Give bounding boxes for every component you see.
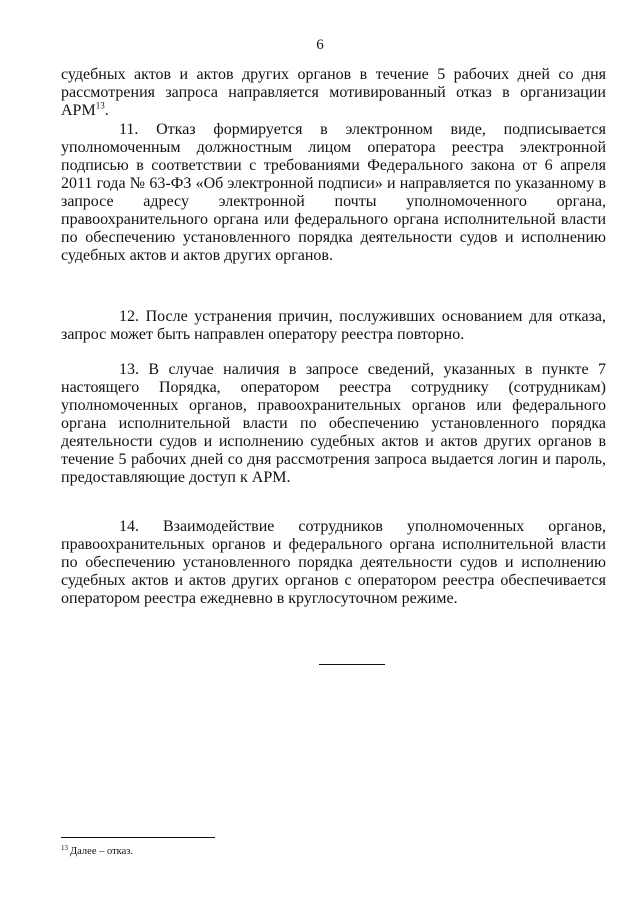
page-number: 6	[316, 37, 324, 53]
footnote	[61, 845, 133, 858]
footnote-mark: 13	[61, 843, 68, 852]
paragraph-13	[61, 361, 606, 487]
paragraph-14-text: 14. Взаимодействие сотрудников уполномоченных органов, правоохранительных органов и федерального органа исполнительной власти по обеспечению установленного порядка деятельности судов и исполнению судебных актов и актов других органов с оператором реестра обеспечивается оператором реестра ежедневно в круглосуточном режиме.	[61, 518, 606, 607]
paragraph-continuation	[61, 66, 606, 120]
paragraph-12-text: 12. После устранения причин, послуживших основанием для отказа, запрос может быть направлен оператору реестра повторно.	[61, 308, 606, 343]
footnote-divider	[61, 837, 215, 838]
footnote-text: Далее – отказ.	[70, 846, 134, 857]
paragraph-11	[61, 121, 606, 265]
end-divider	[319, 664, 385, 665]
paragraph-continuation-tail: .	[104, 102, 109, 119]
paragraph-14	[61, 518, 606, 608]
paragraph-12	[61, 308, 606, 344]
paragraph-13-text: 13. В случае наличия в запросе сведений, указанных в пункте 7 настоящего Порядка, оператором реестра сотруднику (сотрудникам) уполномоченных органов, правоохранительных органов или федерального органа исполнительной власти по обеспечению установленного порядка деятельности судов и исполнению судебных актов и актов других органов в течение 5 рабочих дней со дня рассмотрения запроса выдается логин и пароль, предоставляющие доступ к АРМ.	[61, 361, 606, 486]
paragraph-11-text: 11. Отказ формируется в электронном виде, подписывается уполномоченным должностным лицом оператора реестра электронной подписью в соответствии с требованиями Федерального закона от 6 апреля 2011 года № 63-ФЗ «Об электронной подписи» и направляется по указанному в запросе адресу электронной почты уполномоченного органа, правоохранительного органа или федерального органа исполнительной власти по обеспечению установленного порядка деятельности судов и исполнению судебных актов и актов других органов.	[61, 121, 606, 264]
paragraph-continuation-text: судебных актов и актов других органов в течение 5 рабочих дней со дня рассмотрения запроса направляется мотивированный отказ в организации АРМ	[61, 66, 606, 119]
footnote-reference[interactable]: 13	[95, 100, 105, 111]
